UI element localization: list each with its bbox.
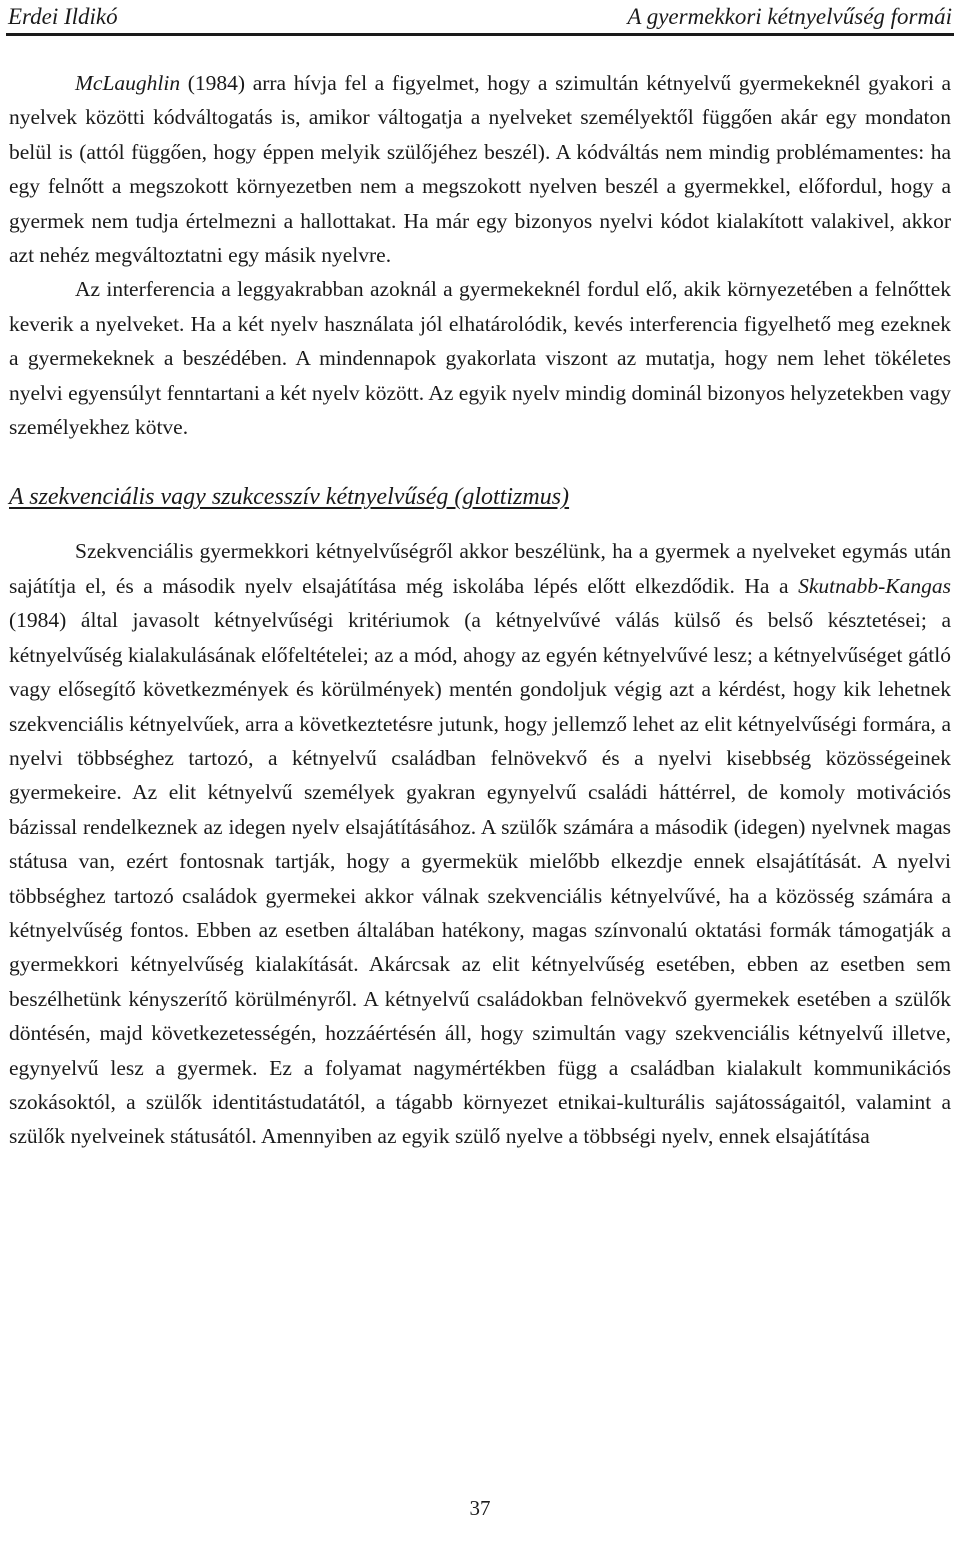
citation-mclaughlin: McLaughlin <box>75 71 181 95</box>
body-text <box>9 66 951 1154</box>
header-rule <box>6 33 954 36</box>
paragraph-interference: Az interferencia a leggyakrabban azoknál a gyermekeknél fordul elő, akik környezetében a felnőttek keverik a nyelveket. Ha a két nyelv használata jól elhatárolódik, kevés interferencia figyelhető meg ezeknek a gyermekeknek a beszédében. A mindennapok gyakorlata viszont az mutatja, hogy nem lehet tökéletes nyelvi egyensúlyt fenntartani a két nyelv között. Az egyik nyelv mindig dominál bizonyos helyzetekben vagy személyekhez kötve. <box>9 277 951 440</box>
running-header <box>8 0 952 30</box>
paragraph-codeswitching <box>9 66 951 272</box>
section-heading: A szekvenciális vagy szukcesszív kétnyelvűség (glottizmus) <box>9 484 570 511</box>
paragraph-text: (1984) által javasolt kétnyelvűségi kritériumok (a kétnyelvűvé válás külső és belső késztetései; a kétnyelvűség kialakulásának előfeltételei; az a mód, ahogy az egyén kétnyelvűvé lesz; a kétnyelvűséget gátló vagy elősegítő következmények és körülmények) mentén gondoljuk végig azt a kérdést, hogy kik lehetnek szekvenciális kétnyelvűek, arra a következtetésre jutunk, hogy jellemző lehet az elit kétnyelvűségi formára, a nyelvi többséghez tartozó, a kétnyelvű családban felnövekvő és a nyelvi kisebbség közösségeinek gyermekeire. Az elit kétnyelvű személyek gyakran egynyelvű családi háttérrel, de komoly motivációs bázissal rendelkeznek az idegen nyelv elsajátításához. A szülők számára a második (idegen) nyelvnek magas státusa van, ezért fontosnak tartják, hogy a gyermekük mielőbb elkezdje ennek elsajátítását. A nyelvi többséghez tartozó családok gyermekei akkor válnak szekvenciális kétnyelvűvé, ha a közösség számára a kétnyelvűség fontos. Ebben az esetben általában hatékony, magas színvonalú oktatási formák támogatják a gyermekkori kétnyelvűség kialakítását. Akárcsak az elit kétnyelvűség esetében, ebben az esetben sem beszélhetünk kényszerítő körülményről. A kétnyelvű családokban felnövekvő gyermekek esetében a szülők döntésén, majd következetességén, hozzáértésén áll, hogy szimultán vagy szekvenciális kétnyelvű illetve, egynyelvű lesz a gyermek. Ez a folyamat nagymértékben függ a családban kialakult kommunikációs szokásoktól, a szülők identitástudatától, a tágabb környezet etnikai-kulturális sajátosságaitól, valamint a szülők nyelveinek státusától. Amennyiben az egyik szülő nyelve a többségi nyelv, ennek elsajátítása <box>9 608 951 1149</box>
page-number: 37 <box>469 1496 491 1520</box>
paragraph-sequential <box>9 534 951 1153</box>
paragraph-text: (1984) arra hívja fel a figyelmet, hogy a szimultán kétnyelvű gyermekeknél gyakori a nyelvek közötti kódváltogatás is, amikor váltogatja a nyelveket személyektől függően akár egy mondaton belül is (attól függően, hogy éppen melyik szülőjéhez beszél). A kódváltás nem mindig problémamentes: ha egy felnőtt a megszokott környezetben nem a megszokott nyelven beszél a gyermekkel, előfordul, hogy a gyermek nem tudja értelmezni a hallottakat. Ha már egy bizonyos nyelvi kódot kialakított valakivel, akkor azt nehéz megváltoztatni egy másik nyelvre. <box>9 71 951 268</box>
citation-skutnabb-kangas: Skutnabb-Kangas <box>798 573 951 598</box>
paragraph-text: Szekvenciális gyermekkori kétnyelvűségről akkor beszélünk, ha a gyermek a nyelveket egymás után sajátítja el, és a második nyelv elsajátítása még iskolába lépés előtt elkezdődik. Ha a <box>9 539 951 598</box>
header-title: A gyermekkori kétnyelvűség formái <box>627 4 952 29</box>
header-author: Erdei Ildikó <box>8 4 118 29</box>
